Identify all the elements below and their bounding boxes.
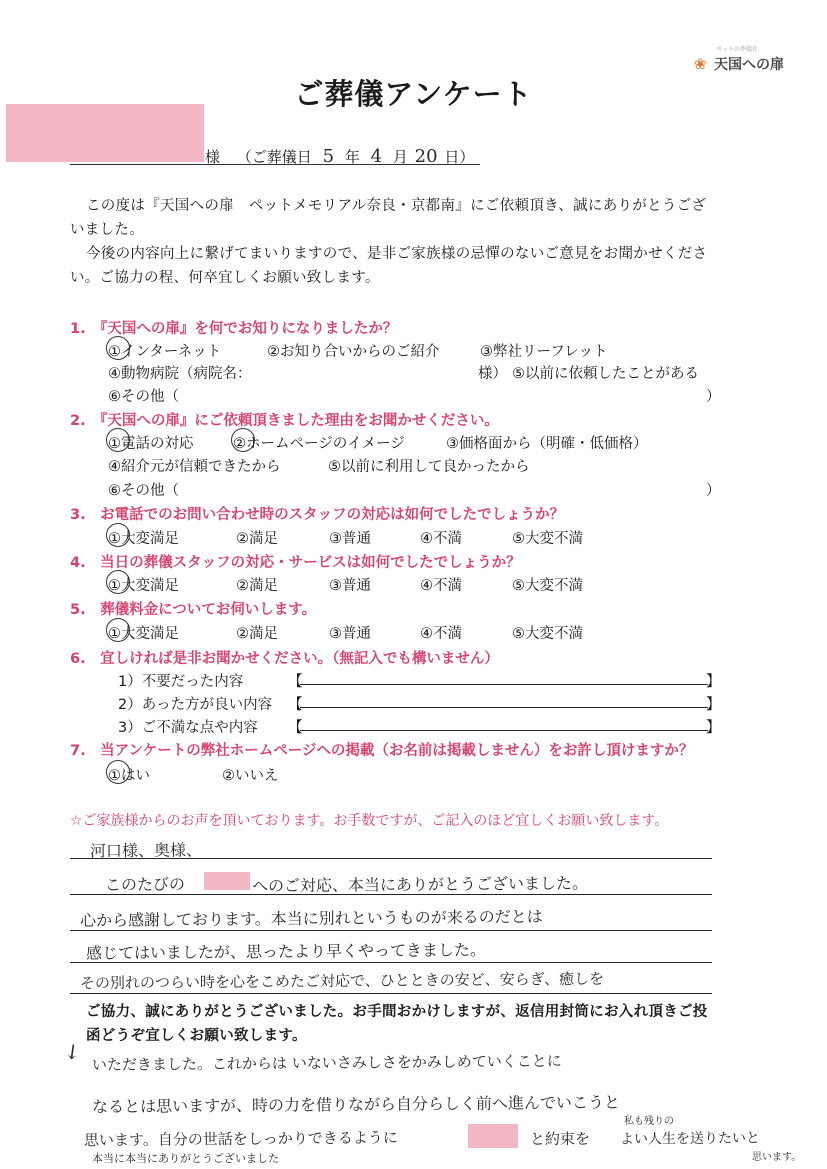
q4-option-5[interactable]: ⑤大変不満 <box>512 578 583 594</box>
q6-item-3-close: 】 <box>706 720 721 736</box>
q3-option-5[interactable]: ⑤大変不満 <box>512 531 583 547</box>
question-7: 7. 当アンケートの弊社ホームページへの掲載（お名前は掲載しません）をお許し頂けますか？ <box>70 743 694 759</box>
q3-option-3[interactable]: ③普通 <box>329 531 371 547</box>
q6-item-2-open: 【 <box>288 697 303 713</box>
q1-option-2[interactable]: ②お知り合いからのご紹介 <box>267 344 440 360</box>
q1-option-4-end: 様） <box>478 366 507 382</box>
redacted-pet-name <box>468 1124 518 1148</box>
q2-option-6-end: ） <box>706 483 721 499</box>
q5-option-4[interactable]: ④不満 <box>420 626 462 642</box>
q2-option-5[interactable]: ⑤以前に利用して良かったから <box>328 459 530 475</box>
q6-item-2-answer[interactable] <box>300 707 708 708</box>
q6-item-1-label: 1）不要だった内容 <box>118 674 244 690</box>
q2-option-2[interactable]: ②ホームページのイメージ <box>233 436 405 452</box>
q1-option-5[interactable]: ⑤以前に依頼したことがある <box>512 366 699 382</box>
q4-option-3[interactable]: ③普通 <box>329 578 371 594</box>
sama-label: 様 <box>205 148 221 166</box>
q5-option-1[interactable]: ①大変満足 <box>108 626 179 642</box>
question-2: 2. 『天国への扉』にご依頼頂きました理由をお聞かせください。 <box>70 413 499 429</box>
day-close: 日） <box>444 148 475 166</box>
redacted-name <box>6 104 204 162</box>
handwritten-line-8c: よい人生を送りたいと <box>619 1130 761 1148</box>
q2-option-3[interactable]: ③価格面から（明確・低価格） <box>446 436 648 452</box>
logo-tagline: ペットの葬儀社 <box>716 46 759 53</box>
question-3: 3. お電話でのお問い合わせ時のスタッフの対応は如何でしたでしょうか？ <box>70 507 565 523</box>
handwritten-line-7: なるとは思いますが、時の力を借りながら自分らしく前へ進んでいこうと <box>91 1092 621 1117</box>
handwritten-line-2a: このたびの <box>104 874 186 895</box>
question-4: 4. 当日の葬儀スタッフの対応・サービスは如何でしたでしょうか？ <box>70 555 521 571</box>
intro-line-3: 今後の内容向上に繋げてまいりますので、是非ご家族様の忌憚のないご意見をお聞かせくださ <box>86 246 708 262</box>
logo-name: 天国への扉 <box>714 57 784 73</box>
flower-icon: ❀ <box>694 55 707 73</box>
question-1: 1. 『天国への扉』を何でお知りになりましたか？ <box>70 321 398 337</box>
intro-line-1: この度は『天国への扉 ペットメモリアル奈良・京都南』にご依頼頂き、誠にありがとうござ <box>86 198 707 214</box>
q7-option-1[interactable]: ①はい <box>108 768 150 784</box>
handwritten-line-4: 感じてはいましたが、思ったより早くやってきました。 <box>85 940 487 963</box>
date-open: （ご葬儀日 <box>236 148 312 166</box>
question-5: 5. 葬儀料金についてお伺いします。 <box>70 602 317 618</box>
day-value: 20 <box>414 146 438 167</box>
q1-option-3[interactable]: ③弊社リーフレット <box>480 344 608 360</box>
q1-option-1[interactable]: ①インターネット <box>108 344 222 360</box>
comment-request-note: ☆ご家族様からのお声を頂いております。お手数ですが、ご記入のほど宜しくお願い致します。 <box>70 813 669 829</box>
q3-option-2[interactable]: ②満足 <box>236 531 278 547</box>
handwritten-line-9: 本当に本当にありがとうございました <box>92 1152 279 1165</box>
handwritten-line-8b: と約束を <box>529 1129 591 1149</box>
intro-line-4: い。ご協力の程、何卒宜しくお願い致します。 <box>70 270 380 286</box>
q5-option-3[interactable]: ③普通 <box>329 626 371 642</box>
q5-option-2[interactable]: ②満足 <box>236 626 278 642</box>
q1-option-6[interactable]: ⑥その他（ <box>108 389 179 405</box>
q4-option-1[interactable]: ①大変満足 <box>108 578 179 594</box>
handwritten-line-8e: 私も残りの <box>624 1116 674 1127</box>
closing-line-2: 函どうぞ宜しくお願い致します。 <box>86 1028 307 1044</box>
q4-option-2[interactable]: ②満足 <box>236 578 278 594</box>
q6-item-3-open: 【 <box>288 720 303 736</box>
handwritten-line-6: いただきました。これからは いないさみしさをかみしめていくことに <box>91 1051 562 1075</box>
q4-option-4[interactable]: ④不満 <box>420 578 462 594</box>
q6-item-1-answer[interactable] <box>300 684 708 685</box>
q2-option-1[interactable]: ①電話の対応 <box>108 436 194 452</box>
closing-line-1: ご協力、誠にありがとうございました。お手間おかけしますが、返信用封筒にお入れ頂きご投 <box>86 1004 708 1020</box>
name-date-line <box>205 146 474 167</box>
month-value: 4 <box>370 146 383 167</box>
q6-item-1-open: 【 <box>288 674 303 690</box>
handwritten-line-8d: 思います。 <box>752 1152 802 1163</box>
handwritten-line-5: その別れのつらい時を心をこめたご対応で、ひとときの安ど、安らぎ、癒しを <box>79 969 605 993</box>
q2-option-6[interactable]: ⑥その他（ <box>108 483 179 499</box>
arrow-icon: ↓ <box>62 1038 83 1066</box>
year-label: 年 <box>344 148 360 166</box>
q6-item-1-close: 】 <box>706 674 721 690</box>
q6-item-2-close: 】 <box>706 697 721 713</box>
company-logo <box>694 44 804 74</box>
page-title: ご葬儀アンケート <box>294 77 533 111</box>
year-value: 5 <box>322 146 335 167</box>
handwritten-line-1: 河口様、奥様、 <box>89 840 203 861</box>
q1-option-4[interactable]: ④動物病院（病院名： <box>108 366 252 382</box>
month-label: 月 <box>392 148 408 166</box>
redacted-pet-name <box>204 872 250 890</box>
q7-option-2[interactable]: ②いいえ <box>222 768 279 784</box>
handwritten-line-8a: 思います。自分の世話をしっかりできるように <box>83 1128 398 1150</box>
q6-item-3-answer[interactable] <box>300 730 708 731</box>
handwritten-line-3: 心から感謝しております。本当に別れというものが来るのだとは <box>79 906 543 931</box>
q6-item-2-label: 2）あった方が良い内容 <box>118 697 273 713</box>
q2-option-4[interactable]: ④紹介元が信頼できたから <box>108 459 281 475</box>
intro-line-2: いました。 <box>70 222 144 238</box>
writing-line <box>70 993 712 994</box>
q5-option-5[interactable]: ⑤大変不満 <box>512 626 583 642</box>
q3-option-1[interactable]: ①大変満足 <box>108 531 179 547</box>
q3-option-4[interactable]: ④不満 <box>420 531 462 547</box>
q6-item-3-label: 3）ご不満な点や内容 <box>118 720 258 736</box>
q1-option-6-end: ） <box>706 389 721 405</box>
handwritten-line-2b: へのご対応、本当にありがとうございました。 <box>251 873 589 896</box>
question-6: 6. 宜しければ是非お聞かせください。（無記入でも構いません） <box>70 651 499 667</box>
